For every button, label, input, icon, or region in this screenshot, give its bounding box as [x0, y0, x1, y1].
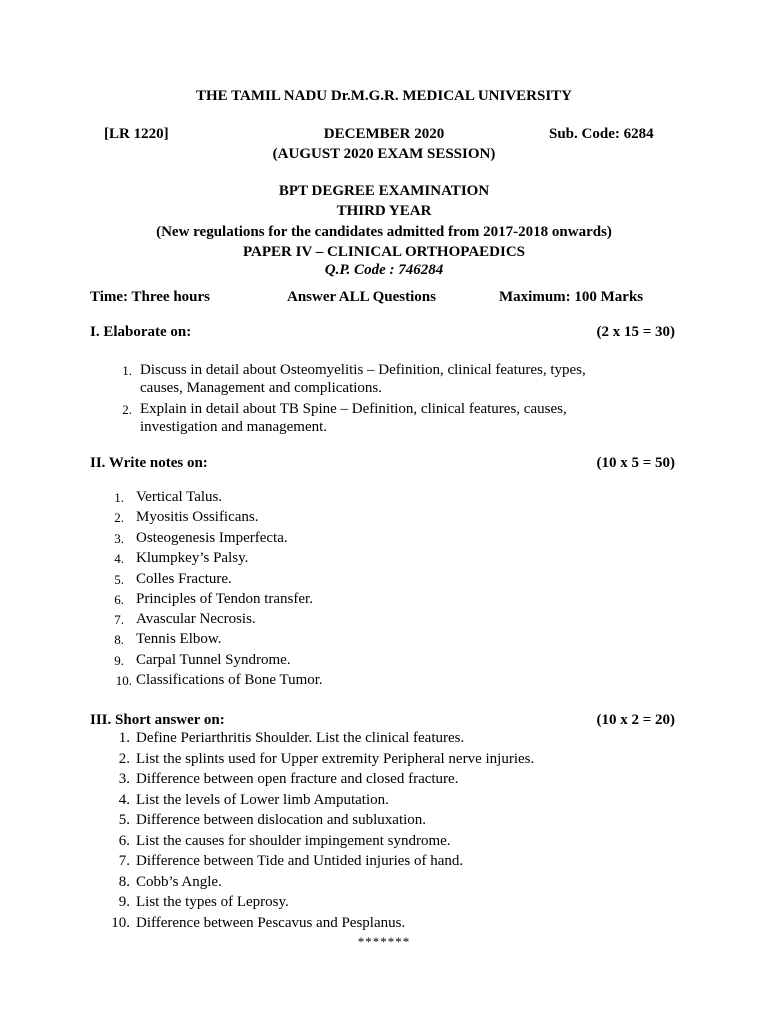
question-text: Define Periarthritis Shoulder. List the clinical features. [136, 730, 465, 746]
section-heading: III. Short answer on: [90, 712, 225, 728]
question-number: 10. [115, 673, 132, 688]
question-number: 4. [114, 551, 124, 566]
question-number: 1. [114, 490, 124, 505]
question-text-continued: causes, Management and complications. [140, 380, 383, 396]
question-text: Difference between dislocation and subluxation. [136, 812, 427, 828]
end-marker: ******* [357, 934, 411, 949]
question-number: 7. [118, 853, 130, 869]
question-text: Difference between Tide and Untided injuries of hand. [136, 853, 464, 869]
question-text: Explain in detail about TB Spine – Definition, clinical features, causes, [140, 401, 567, 417]
question-number: 5. [118, 812, 130, 828]
question-number: 7. [114, 612, 124, 627]
year-title: THIRD YEAR [336, 203, 432, 219]
question-number: 1. [118, 730, 130, 746]
section-marks: (10 x 2 = 20) [596, 712, 675, 728]
question-text: Classifications of Bone Tumor. [136, 672, 323, 688]
exam-session: (AUGUST 2020 EXAM SESSION) [272, 146, 496, 162]
paper-title: PAPER IV – CLINICAL ORTHOPAEDICS [242, 244, 525, 260]
question-text: Tennis Elbow. [136, 631, 222, 647]
university-title: THE TAMIL NADU Dr.M.G.R. MEDICAL UNIVERSITY [195, 88, 573, 104]
section-marks: (10 x 5 = 50) [596, 455, 675, 471]
question-text: Klumpkey’s Palsy. [136, 550, 249, 566]
question-text: Vertical Talus. [136, 489, 223, 505]
question-number: 5. [114, 572, 124, 587]
section-heading: I. Elaborate on: [90, 324, 192, 340]
question-number: 8. [114, 632, 124, 647]
question-text: List the causes for shoulder impingement syndrome. [136, 833, 451, 849]
question-number: 3. [114, 531, 124, 546]
degree-title: BPT DEGREE EXAMINATION [278, 183, 490, 199]
question-number: 6. [118, 833, 130, 849]
section-heading: II. Write notes on: [90, 455, 208, 471]
question-number: 9. [114, 653, 124, 668]
question-text-continued: investigation and management. [140, 419, 328, 435]
question-text: List the levels of Lower limb Amputation. [136, 792, 389, 808]
question-text: List the types of Leprosy. [136, 894, 289, 910]
exam-month: DECEMBER 2020 [323, 126, 445, 142]
sub-code: Sub. Code: 6284 [549, 126, 654, 142]
question-text: List the splints used for Upper extremity Peripheral nerve injuries. [136, 751, 535, 767]
question-number: 4. [118, 792, 130, 808]
question-number: 8. [118, 874, 130, 890]
question-text: Colles Fracture. [136, 571, 232, 587]
question-number: 10. [111, 915, 130, 931]
question-number: 2. [114, 510, 124, 525]
qp-code: Q.P. Code : 746284 [324, 262, 444, 278]
question-text: Osteogenesis Imperfecta. [136, 530, 288, 546]
max-marks: Maximum: 100 Marks [499, 289, 644, 305]
question-text: Difference between open fracture and closed fracture. [136, 771, 459, 787]
instruction: Answer ALL Questions [287, 289, 436, 305]
question-number: 1. [122, 363, 132, 378]
section-marks: (2 x 15 = 30) [596, 324, 675, 340]
time-allowed: Time: Three hours [90, 289, 211, 305]
question-number: 2. [122, 402, 132, 417]
question-number: 9. [118, 894, 130, 910]
paper-code: [LR 1220] [104, 126, 169, 142]
question-text: Avascular Necrosis. [136, 611, 256, 627]
question-text: Myositis Ossificans. [136, 509, 259, 525]
question-number: 2. [118, 751, 130, 767]
question-number: 3. [118, 771, 130, 787]
question-number: 6. [114, 592, 124, 607]
regulations-note: (New regulations for the candidates admitted from 2017-2018 onwards) [156, 224, 612, 240]
question-text: Discuss in detail about Osteomyelitis – Definition, clinical features, types, [140, 362, 586, 378]
question-text: Principles of Tendon transfer. [136, 591, 313, 607]
question-text: Carpal Tunnel Syndrome. [136, 652, 291, 668]
question-text: Cobb’s Angle. [136, 874, 222, 890]
question-text: Difference between Pescavus and Pesplanus. [136, 915, 406, 931]
